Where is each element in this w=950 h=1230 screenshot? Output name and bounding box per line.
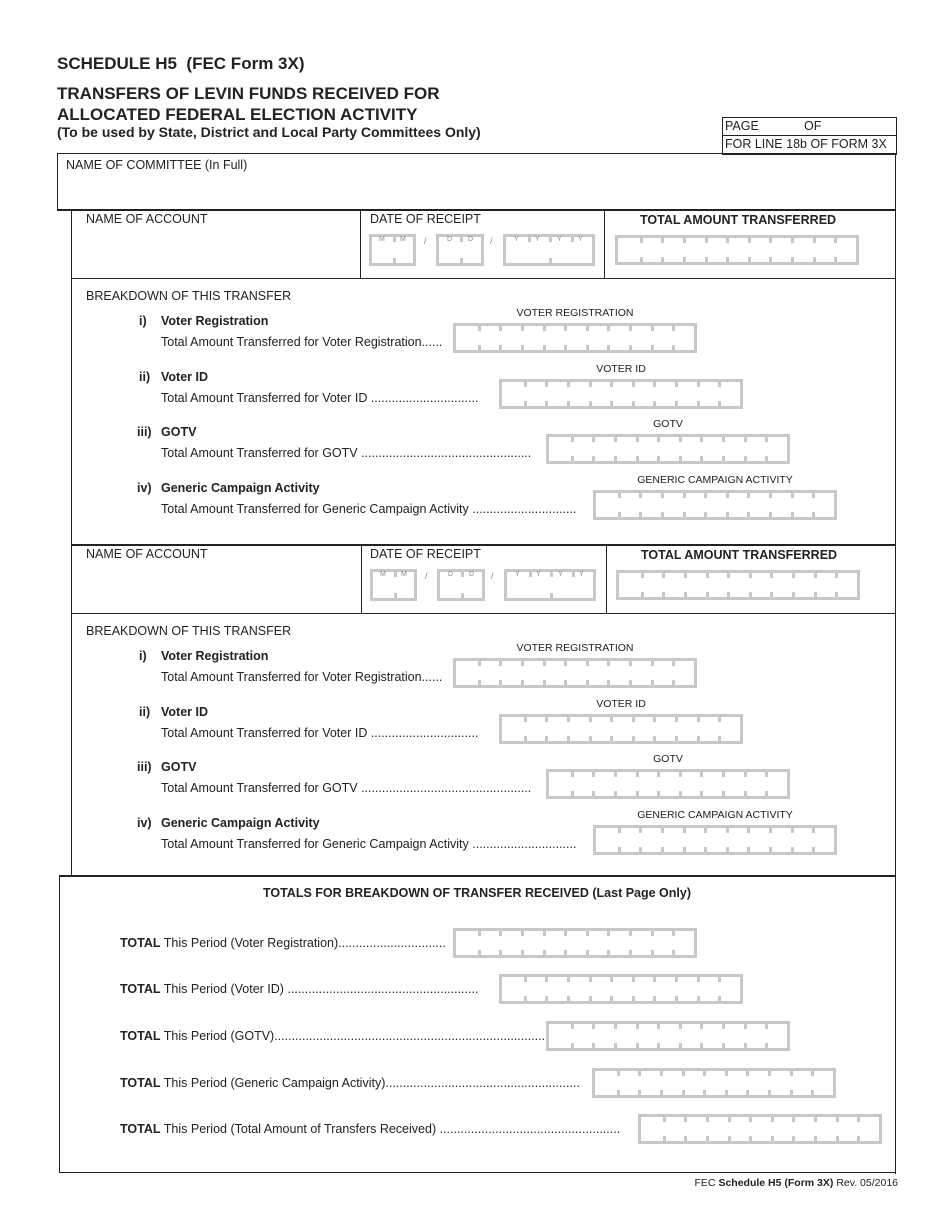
breakdown-item-number: ii) <box>139 705 151 719</box>
totals-amount-field[interactable] <box>453 928 697 958</box>
date-placeholder-letter: Y <box>579 571 584 578</box>
date-placeholder-letter: D <box>448 571 454 578</box>
form-title: TRANSFERS OF LEVIN FUNDS RECEIVED FOR ALLOCATED FEDERAL ELECTION ACTIVITY <box>57 84 440 124</box>
date-month-field[interactable] <box>369 234 416 266</box>
totals-row-label <box>120 1122 620 1136</box>
section-left-border <box>71 544 72 876</box>
breakdown-item-description: Total Amount Transferred for Generic Campaign Activity .............................. <box>161 837 577 851</box>
column-divider <box>360 210 361 278</box>
line-label: FOR LINE 18b OF FORM 3X <box>725 137 887 151</box>
breakdown-field-label: GOTV <box>653 418 683 430</box>
breakdown-item-description: Total Amount Transferred for GOTV ................................................. <box>161 781 532 795</box>
totals-amount-field[interactable] <box>592 1068 836 1098</box>
breakdown-label: BREAKDOWN OF THIS TRANSFER <box>86 624 292 638</box>
breakdown-item-title: Generic Campaign Activity <box>161 816 320 830</box>
page-box <box>722 117 897 155</box>
breakdown-label: BREAKDOWN OF THIS TRANSFER <box>86 289 292 303</box>
date-placeholder-letter: Y <box>558 571 563 578</box>
column-divider <box>361 545 362 613</box>
breakdown-amount-field[interactable] <box>593 825 837 855</box>
totals-row-text: This Period (Voter ID) ....................................................... <box>163 982 479 996</box>
breakdown-item-title: Voter Registration <box>161 649 269 663</box>
date-placeholder-letter: D <box>468 236 474 243</box>
totals-row-text: This Period (Total Amount of Transfers Received) .................................................... <box>163 1122 621 1136</box>
total-amount-transferred-field[interactable] <box>615 235 859 265</box>
totals-row-text: This Period (Generic Campaign Activity)........................................................ <box>163 1076 580 1090</box>
breakdown-amount-field[interactable] <box>546 769 790 799</box>
section-divider <box>71 544 896 546</box>
breakdown-item-description: Total Amount Transferred for Voter Registration...... <box>161 335 443 349</box>
breakdown-item-description: Total Amount Transferred for Voter ID ............................... <box>161 726 479 740</box>
totals-heading: TOTALS FOR BREAKDOWN OF TRANSFER RECEIVED (Last Page Only) <box>262 886 692 900</box>
page-label: PAGE <box>725 119 759 133</box>
breakdown-amount-field[interactable] <box>499 379 743 409</box>
breakdown-field-label: VOTER REGISTRATION <box>516 307 634 319</box>
total-amount-transferred-field[interactable] <box>616 570 860 600</box>
breakdown-field-label: VOTER REGISTRATION <box>516 642 634 654</box>
date-placeholder-letter: Y <box>557 236 562 243</box>
date-placeholder-letter: M <box>380 571 386 578</box>
totals-amount-field[interactable] <box>499 974 743 1004</box>
breakdown-item-description: Total Amount Transferred for Voter ID ............................... <box>161 391 479 405</box>
breakdown-item-number: iv) <box>137 816 152 830</box>
date-placeholder-letter: D <box>447 236 453 243</box>
breakdown-field-label: VOTER ID <box>596 363 646 375</box>
date-day-field[interactable] <box>437 569 485 601</box>
breakdown-item-description: Total Amount Transferred for GOTV ................................................. <box>161 446 532 460</box>
total-amount-transferred-label: TOTAL AMOUNT TRANSFERRED <box>641 548 838 562</box>
totals-row-bold: TOTAL <box>120 982 161 996</box>
breakdown-item-title: Generic Campaign Activity <box>161 481 320 495</box>
breakdown-item-number: iii) <box>137 760 152 774</box>
committee-name-label: NAME OF COMMITTEE (In Full) <box>66 158 248 172</box>
form-subtitle: (To be used by State, District and Local Party Committees Only) <box>57 124 481 140</box>
breakdown-item-title: Voter ID <box>161 370 208 384</box>
breakdown-item-number: iii) <box>137 425 152 439</box>
breakdown-item-number: i) <box>139 314 147 328</box>
page-of-label: OF <box>804 119 822 133</box>
date-separator: / <box>425 571 428 581</box>
column-divider <box>606 545 607 613</box>
totals-row-bold: TOTAL <box>120 936 161 950</box>
committee-name-field[interactable] <box>66 178 886 206</box>
breakdown-field-label: VOTER ID <box>596 698 646 710</box>
date-year-field[interactable] <box>503 234 595 266</box>
totals-row-label <box>120 982 478 996</box>
totals-row-label <box>120 936 446 950</box>
breakdown-amount-field[interactable] <box>499 714 743 744</box>
date-placeholder-letter: Y <box>535 236 540 243</box>
totals-row-bold: TOTAL <box>120 1029 161 1043</box>
name-of-account-label: NAME OF ACCOUNT <box>86 547 208 561</box>
date-placeholder-letter: Y <box>514 236 519 243</box>
breakdown-item-description: Total Amount Transferred for Voter Registration...... <box>161 670 443 684</box>
breakdown-item-number: i) <box>139 649 147 663</box>
breakdown-amount-field[interactable] <box>546 434 790 464</box>
name-of-account-label: NAME OF ACCOUNT <box>86 212 208 226</box>
totals-amount-field[interactable] <box>546 1021 790 1051</box>
totals-row-bold: TOTAL <box>120 1076 161 1090</box>
date-of-receipt-label: DATE OF RECEIPT <box>370 547 481 561</box>
date-placeholder-letter: M <box>379 236 385 243</box>
total-amount-transferred-label: TOTAL AMOUNT TRANSFERRED <box>640 213 837 227</box>
date-placeholder-letter: Y <box>536 571 541 578</box>
breakdown-item-description: Total Amount Transferred for Generic Campaign Activity .............................. <box>161 502 577 516</box>
form-footer: FEC Schedule H5 (Form 3X) Rev. 05/2016 <box>694 1177 898 1189</box>
totals-amount-field[interactable] <box>638 1114 882 1144</box>
schedule-title: SCHEDULE H5 (FEC Form 3X) <box>57 54 305 73</box>
breakdown-item-title: GOTV <box>161 425 197 439</box>
breakdown-item-title: Voter Registration <box>161 314 269 328</box>
date-placeholder-letter: Y <box>515 571 520 578</box>
section-left-border <box>71 209 72 544</box>
breakdown-item-title: Voter ID <box>161 705 208 719</box>
date-month-field[interactable] <box>370 569 417 601</box>
row-divider <box>71 613 896 614</box>
breakdown-amount-field[interactable] <box>593 490 837 520</box>
breakdown-item-number: ii) <box>139 370 151 384</box>
breakdown-amount-field[interactable] <box>453 323 697 353</box>
date-placeholder-letter: D <box>469 571 475 578</box>
date-year-field[interactable] <box>504 569 596 601</box>
date-separator: / <box>490 236 493 246</box>
totals-row-bold: TOTAL <box>120 1122 161 1136</box>
totals-row-text: This Period (Voter Registration)............................... <box>163 936 446 950</box>
date-day-field[interactable] <box>436 234 484 266</box>
totals-row-label <box>120 1029 545 1043</box>
breakdown-amount-field[interactable] <box>453 658 697 688</box>
date-placeholder-letter: Y <box>578 236 583 243</box>
breakdown-item-title: GOTV <box>161 760 197 774</box>
breakdown-item-number: iv) <box>137 481 152 495</box>
name-of-account-field[interactable] <box>86 232 352 272</box>
date-separator: / <box>491 571 494 581</box>
totals-row-text: This Period (GOTV).............................................................................. <box>163 1029 546 1043</box>
breakdown-field-label: GOTV <box>653 753 683 765</box>
breakdown-field-label: GENERIC CAMPAIGN ACTIVITY <box>637 474 793 486</box>
totals-row-label <box>120 1076 580 1090</box>
date-placeholder-letter: M <box>401 571 407 578</box>
date-separator: / <box>424 236 427 246</box>
column-divider <box>604 210 605 278</box>
breakdown-field-label: GENERIC CAMPAIGN ACTIVITY <box>637 809 793 821</box>
date-placeholder-letter: M <box>400 236 406 243</box>
date-of-receipt-label: DATE OF RECEIPT <box>370 212 481 226</box>
name-of-account-field[interactable] <box>86 567 352 607</box>
row-divider <box>71 278 896 279</box>
